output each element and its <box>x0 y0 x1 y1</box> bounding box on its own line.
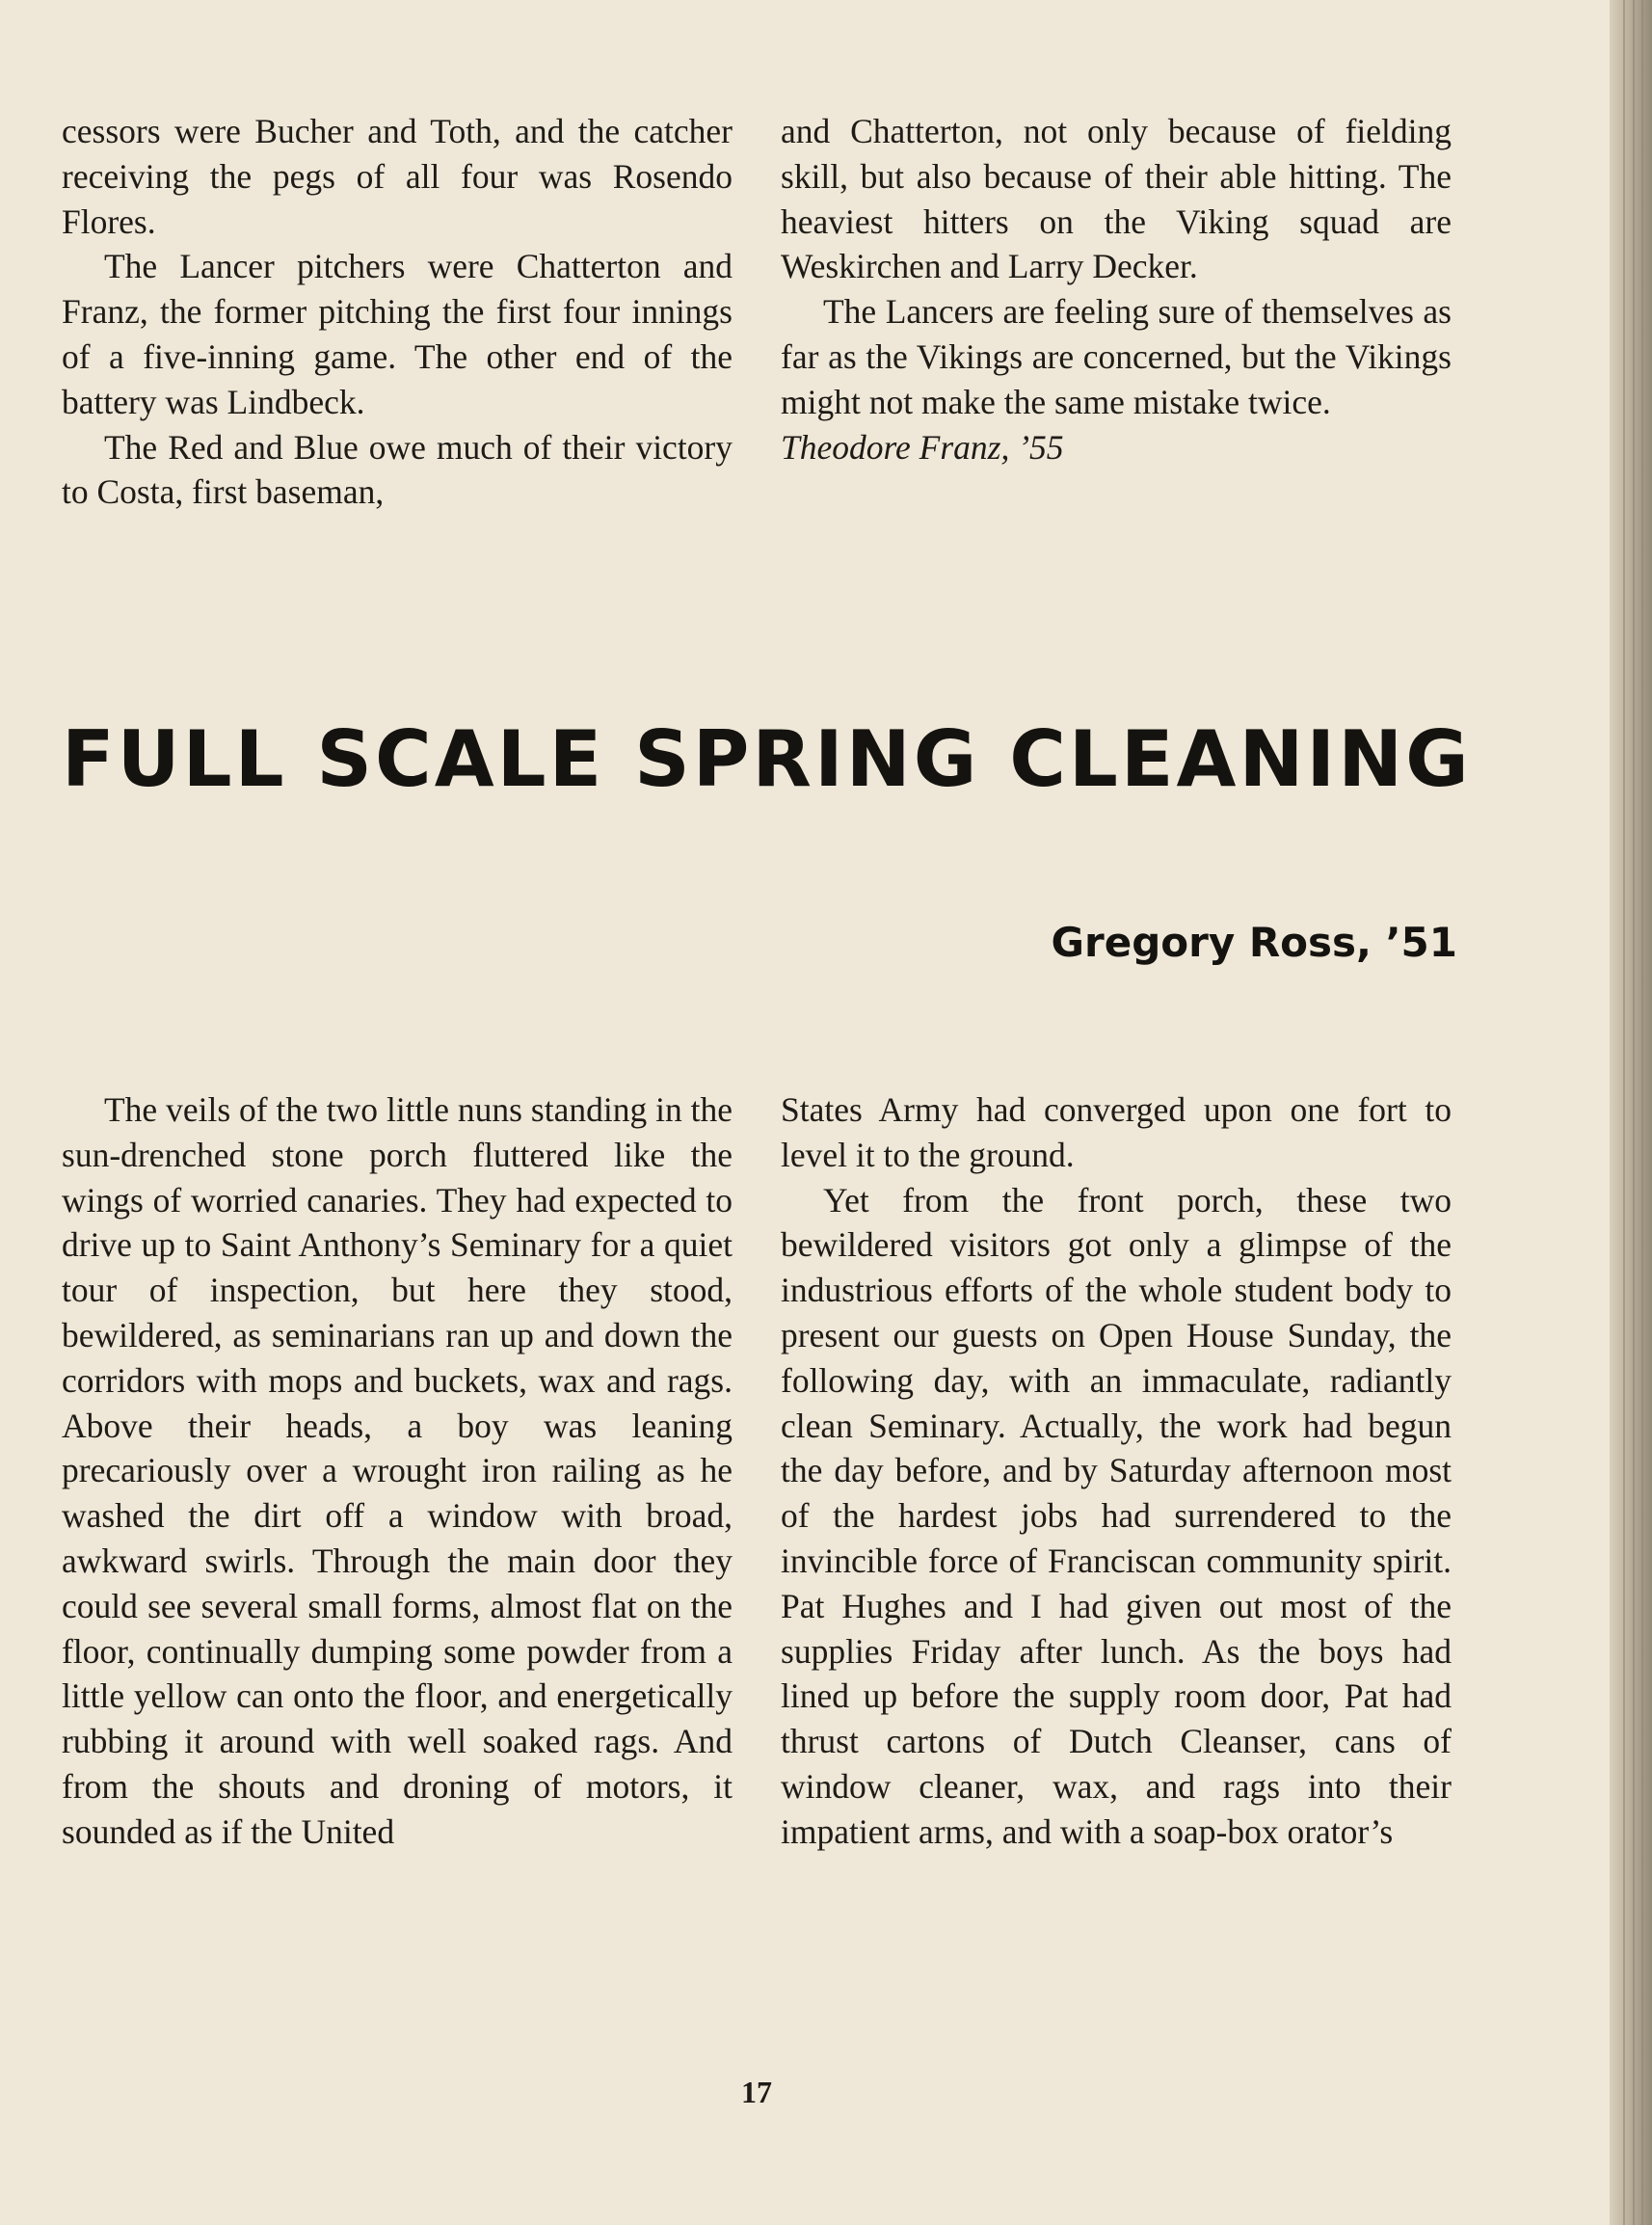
paragraph: The Lancer pitchers were Chatterton and Franz, the former pitching the first four innings of a five-inning game. The other end of the battery was Lindbeck. <box>62 247 733 421</box>
paragraph: and Chatterton, not only because of fielding skill, but also because of their able hitting. The heaviest hitters on the Viking squad are Weskirchen and Larry Decker. <box>781 112 1452 286</box>
paragraph: The Lancers are feeling sure of themselves as far as the Vikings are concerned, but the Vikings might not make the same mistake twice. <box>781 292 1452 421</box>
paragraph: States Army had converged upon one fort to level it to the ground. <box>781 1090 1452 1174</box>
page-edge <box>1610 0 1652 2225</box>
paragraph: The Red and Blue owe much of their victory to Costa, first baseman, <box>62 427 733 512</box>
paragraph: cessors were Bucher and Toth, and the catcher receiving the pegs of all four was Rosendo Flores. <box>62 112 733 241</box>
top-left-column <box>62 109 733 515</box>
article-right-column <box>781 1087 1452 1855</box>
page-number: 17 <box>741 2075 772 2109</box>
article-byline: Gregory Ross, ’51 <box>1051 919 1457 966</box>
article-left-column <box>62 1087 733 1855</box>
signature: Theodore Franz, ’55 <box>781 427 1064 467</box>
top-right-column <box>781 109 1452 469</box>
paragraph: The veils of the two little nuns standing in the sun-drenched stone porch fluttered like the wings of worried canaries. They had expected to drive up to Saint Anthony’s Seminary for a quiet tour of inspection, but here they stood, bewildered, as seminarians ran up and down the corridors with mops and buckets, wax and rags. Above their heads, a boy was leaning precariously over a wrought iron railing as he washed the dirt off a window with broad, awkward swirls. Through the main door they could see several small forms, almost flat on the floor, continually dumping some powder from a little yellow can onto the floor, and energetically rubbing it around with well soaked rags. And from the shouts and droning of motors, it sounded as if the United <box>62 1090 733 1851</box>
paragraph: Yet from the front porch, these two bewildered visitors got only a glimpse of the industrious efforts of the whole student body to present our guests on Open House Sunday, the following day, with an immaculate, radiantly clean Seminary. Actually, the work had begun the day before, and by Saturday afternoon most of the hardest jobs had surrendered to the invincible force of Franciscan community spirit. Pat Hughes and I had given out most of the supplies Friday after lunch. As the boys had lined up before the supply room door, Pat had thrust cartons of Dutch Cleanser, cans of window cleaner, wax, and rags into their impatient arms, and with a soap-box orator’s <box>781 1180 1452 1851</box>
article-title: FULL SCALE SPRING CLEANING <box>62 714 1472 804</box>
